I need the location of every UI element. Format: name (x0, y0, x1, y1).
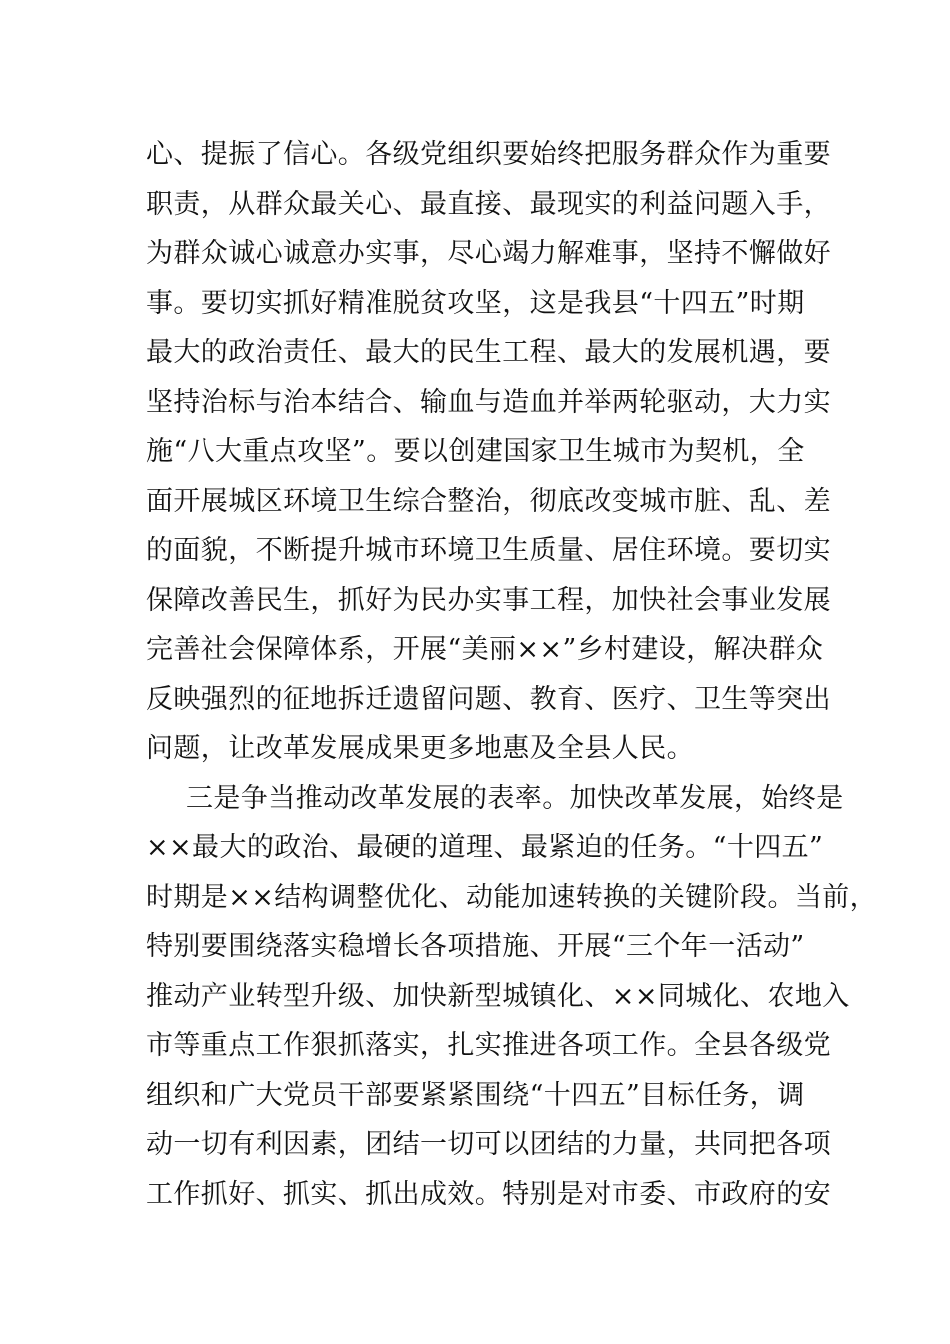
text-line: 心、提振了信心。各级党组织要始终把服务群众作为重要 (146, 139, 831, 170)
text-line: 保障改善民生，抓好为民办实事工程，加快社会事业发展 (146, 584, 831, 616)
paragraph-start-line: 三是争当推动改革发展的表率。加快改革发展，始终是 (186, 782, 844, 814)
text-line: 特别要围绕落实稳增长各项措施、开展“三个年一活动” (146, 931, 805, 962)
text-line: 面开展城区环境卫生综合整治，彻底改变城市脏、乱、差 (146, 485, 831, 517)
text-line: 组织和广大党员干部要紧紧围绕“十四五”目标任务，调 (146, 1079, 805, 1111)
text-line: 推动产业转型升级、加快新型城镇化、××同城化、农地入 (146, 980, 850, 1012)
text-line: 市等重点工作狠抓落实，扎实推进各项工作。全县各级党 (146, 1030, 831, 1061)
text-line: 最大的政治责任、最大的民生工程、最大的发展机遇，要 (146, 337, 831, 368)
text-line: 事。要切实抓好精准脱贫攻坚，这是我县“十四五”时期 (146, 287, 805, 319)
text-line: 完善社会保障体系，开展“美丽××”乡村建设，解决群众 (146, 634, 824, 665)
body-text (146, 130, 878, 1219)
text-line: 职责，从群众最关心、最直接、最现实的利益问题入手， (146, 188, 831, 220)
text-line: ××最大的政治、最硬的道理、最紧迫的任务。“十四五” (146, 832, 824, 863)
text-line: 施“八大重点攻坚”。要以创建国家卫生城市为契机，全 (146, 436, 805, 467)
text-line: 的面貌，不断提升城市环境卫生质量、居住环境。要切实 (146, 535, 831, 566)
text-line: 问题，让改革发展成果更多地惠及全县人民。 (146, 733, 694, 764)
text-line: 反映强烈的征地拆迁遗留问题、教育、医疗、卫生等突出 (146, 683, 831, 715)
text-line: 为群众诚心诚意办实事，尽心竭力解难事，坚持不懈做好 (146, 238, 831, 269)
text-line: 工作抓好、抓实、抓出成效。特别是对市委、市政府的安 (146, 1178, 831, 1210)
text-line: 时期是××结构调整优化、动能加速转换的关键阶段。当前， (146, 881, 878, 913)
text-line: 坚持治标与治本结合、输血与造血并举两轮驱动，大力实 (146, 386, 831, 418)
text-line: 动一切有利因素，团结一切可以团结的力量，共同把各项 (146, 1129, 831, 1160)
